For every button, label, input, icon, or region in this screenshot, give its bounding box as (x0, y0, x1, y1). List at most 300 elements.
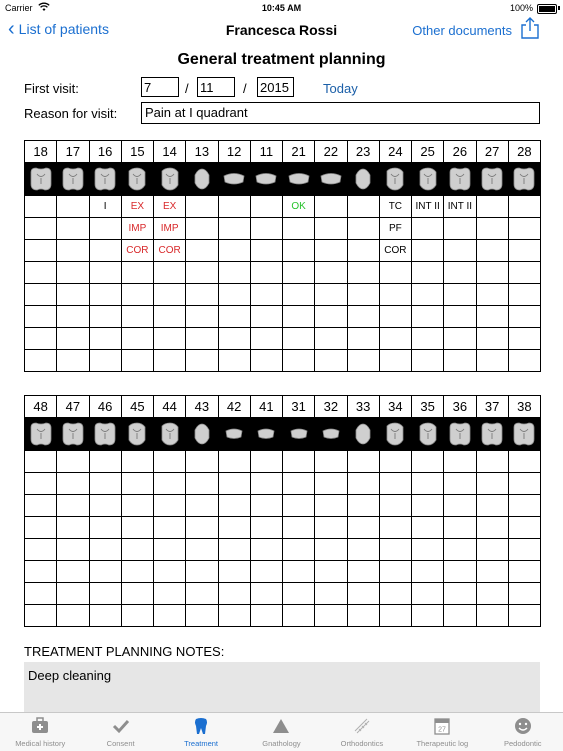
treatment-cell[interactable] (444, 561, 476, 583)
treatment-cell[interactable] (57, 451, 89, 473)
treatment-cell[interactable] (218, 218, 250, 240)
treatment-cell[interactable] (218, 517, 250, 539)
treatment-cell[interactable] (250, 495, 282, 517)
tooth-image-cell[interactable] (89, 418, 121, 451)
treatment-cell[interactable] (347, 262, 379, 284)
treatment-cell[interactable] (412, 284, 444, 306)
tab-consent[interactable] (80, 713, 160, 751)
tooth-image-cell[interactable] (57, 163, 89, 196)
tab-orthodontics[interactable] (322, 713, 402, 751)
treatment-cell[interactable] (508, 561, 540, 583)
treatment-cell[interactable] (250, 262, 282, 284)
treatment-cell[interactable] (186, 328, 218, 350)
treatment-cell[interactable] (315, 583, 347, 605)
treatment-cell[interactable] (218, 561, 250, 583)
treatment-cell[interactable] (250, 328, 282, 350)
tooth-image-cell[interactable] (186, 418, 218, 451)
tooth-image-cell[interactable] (379, 163, 411, 196)
tooth-image-cell[interactable] (25, 163, 57, 196)
treatment-cell[interactable] (250, 218, 282, 240)
treatment-cell[interactable] (283, 605, 315, 627)
treatment-cell[interactable] (218, 262, 250, 284)
treatment-cell[interactable] (57, 284, 89, 306)
treatment-cell[interactable] (379, 605, 411, 627)
tooth-image-cell[interactable] (250, 418, 282, 451)
treatment-cell[interactable] (218, 495, 250, 517)
treatment-cell[interactable] (283, 473, 315, 495)
treatment-cell[interactable] (379, 262, 411, 284)
treatment-cell[interactable] (508, 196, 540, 218)
treatment-cell[interactable] (186, 605, 218, 627)
treatment-cell[interactable] (444, 262, 476, 284)
treatment-cell[interactable] (347, 583, 379, 605)
tooth-image-cell[interactable] (57, 418, 89, 451)
treatment-cell[interactable] (186, 306, 218, 328)
tooth-image-cell[interactable] (412, 418, 444, 451)
treatment-cell[interactable] (347, 539, 379, 561)
treatment-cell[interactable] (154, 517, 186, 539)
tab-therapeutic-log[interactable] (402, 713, 482, 751)
treatment-cell[interactable] (89, 328, 121, 350)
treatment-cell[interactable] (444, 517, 476, 539)
treatment-cell[interactable] (218, 284, 250, 306)
treatment-cell[interactable] (186, 284, 218, 306)
treatment-cell[interactable] (57, 350, 89, 372)
treatment-cell[interactable] (57, 517, 89, 539)
treatment-cell[interactable] (315, 605, 347, 627)
tooth-image-cell[interactable] (218, 163, 250, 196)
treatment-cell[interactable] (379, 561, 411, 583)
treatment-cell[interactable] (154, 539, 186, 561)
tooth-image-cell[interactable] (347, 418, 379, 451)
treatment-cell[interactable] (25, 328, 57, 350)
treatment-cell[interactable] (315, 218, 347, 240)
tooth-image-cell[interactable] (315, 418, 347, 451)
treatment-cell[interactable] (250, 539, 282, 561)
treatment-cell[interactable] (250, 196, 282, 218)
treatment-cell[interactable] (508, 583, 540, 605)
treatment-cell[interactable] (250, 605, 282, 627)
treatment-cell[interactable] (347, 350, 379, 372)
treatment-cell[interactable] (476, 583, 508, 605)
treatment-cell[interactable]: I (89, 196, 121, 218)
treatment-cell[interactable] (444, 328, 476, 350)
treatment-cell[interactable] (57, 262, 89, 284)
treatment-cell[interactable] (25, 306, 57, 328)
treatment-cell[interactable] (412, 240, 444, 262)
tooth-image-cell[interactable] (121, 163, 153, 196)
treatment-cell[interactable] (121, 473, 153, 495)
treatment-cell[interactable] (283, 350, 315, 372)
treatment-cell[interactable] (476, 495, 508, 517)
tooth-image-cell[interactable] (186, 163, 218, 196)
treatment-cell[interactable] (121, 495, 153, 517)
treatment-cell[interactable] (379, 539, 411, 561)
treatment-cell[interactable] (444, 350, 476, 372)
treatment-cell[interactable] (508, 306, 540, 328)
treatment-cell[interactable] (508, 605, 540, 627)
treatment-cell[interactable] (250, 473, 282, 495)
tooth-image-cell[interactable] (476, 418, 508, 451)
treatment-cell[interactable] (186, 350, 218, 372)
treatment-cell[interactable] (476, 473, 508, 495)
treatment-cell[interactable] (283, 218, 315, 240)
treatment-cell[interactable] (508, 473, 540, 495)
treatment-cell[interactable] (347, 473, 379, 495)
treatment-cell[interactable] (25, 350, 57, 372)
tooth-image-cell[interactable] (508, 418, 540, 451)
treatment-cell[interactable] (25, 240, 57, 262)
reason-for-visit-field[interactable]: Pain at I quadrant (141, 102, 540, 124)
treatment-cell[interactable] (186, 517, 218, 539)
treatment-cell[interactable] (57, 328, 89, 350)
treatment-cell[interactable]: OK (283, 196, 315, 218)
treatment-cell[interactable] (89, 605, 121, 627)
treatment-cell[interactable] (89, 583, 121, 605)
treatment-cell[interactable] (186, 262, 218, 284)
treatment-cell[interactable] (283, 262, 315, 284)
treatment-cell[interactable] (412, 306, 444, 328)
treatment-cell[interactable] (379, 517, 411, 539)
treatment-cell[interactable] (154, 328, 186, 350)
treatment-cell[interactable] (444, 451, 476, 473)
tooth-image-cell[interactable] (25, 418, 57, 451)
treatment-cell[interactable] (218, 583, 250, 605)
treatment-cell[interactable] (379, 451, 411, 473)
treatment-cell[interactable] (444, 495, 476, 517)
treatment-cell[interactable] (121, 583, 153, 605)
treatment-cell[interactable] (508, 350, 540, 372)
treatment-cell[interactable] (476, 451, 508, 473)
treatment-cell[interactable] (347, 451, 379, 473)
treatment-cell[interactable] (476, 218, 508, 240)
treatment-cell[interactable]: INT II (412, 196, 444, 218)
treatment-cell[interactable] (283, 284, 315, 306)
treatment-cell[interactable] (283, 240, 315, 262)
treatment-cell[interactable] (250, 284, 282, 306)
treatment-cell[interactable] (379, 473, 411, 495)
treatment-cell[interactable] (186, 495, 218, 517)
treatment-cell[interactable] (250, 561, 282, 583)
first-visit-year-field[interactable]: 2015 (257, 77, 294, 97)
treatment-cell[interactable] (283, 583, 315, 605)
treatment-cell[interactable] (444, 605, 476, 627)
treatment-cell[interactable] (476, 306, 508, 328)
treatment-cell[interactable] (25, 284, 57, 306)
treatment-cell[interactable] (218, 350, 250, 372)
treatment-cell[interactable] (250, 583, 282, 605)
treatment-cell[interactable] (121, 306, 153, 328)
tooth-image-cell[interactable] (347, 163, 379, 196)
tooth-image-cell[interactable] (218, 418, 250, 451)
treatment-cell[interactable] (25, 517, 57, 539)
treatment-cell[interactable] (508, 328, 540, 350)
treatment-cell[interactable] (250, 350, 282, 372)
treatment-cell[interactable] (218, 240, 250, 262)
tab-treatment[interactable] (161, 713, 241, 751)
tooth-image-cell[interactable] (508, 163, 540, 196)
treatment-cell[interactable] (154, 262, 186, 284)
treatment-cell[interactable] (347, 284, 379, 306)
treatment-cell[interactable] (347, 495, 379, 517)
treatment-cell[interactable] (476, 284, 508, 306)
treatment-cell[interactable] (347, 605, 379, 627)
treatment-cell[interactable]: IMP (154, 218, 186, 240)
treatment-cell[interactable] (379, 583, 411, 605)
treatment-cell[interactable] (444, 218, 476, 240)
treatment-cell[interactable] (444, 583, 476, 605)
treatment-cell[interactable] (154, 284, 186, 306)
tooth-image-cell[interactable] (283, 163, 315, 196)
treatment-cell[interactable] (89, 473, 121, 495)
treatment-cell[interactable] (508, 451, 540, 473)
treatment-cell[interactable] (57, 605, 89, 627)
treatment-cell[interactable] (89, 284, 121, 306)
treatment-cell[interactable] (154, 605, 186, 627)
treatment-cell[interactable] (57, 218, 89, 240)
treatment-cell[interactable] (186, 473, 218, 495)
treatment-cell[interactable]: TC (379, 196, 411, 218)
treatment-cell[interactable] (121, 517, 153, 539)
treatment-cell[interactable] (154, 306, 186, 328)
treatment-cell[interactable]: COR (379, 240, 411, 262)
treatment-cell[interactable] (508, 240, 540, 262)
treatment-cell[interactable] (315, 517, 347, 539)
treatment-cell[interactable] (315, 451, 347, 473)
treatment-cell[interactable] (57, 561, 89, 583)
notes-field[interactable]: Deep cleaning (24, 662, 540, 714)
treatment-cell[interactable] (57, 240, 89, 262)
treatment-cell[interactable] (412, 328, 444, 350)
treatment-cell[interactable] (508, 517, 540, 539)
treatment-cell[interactable]: PF (379, 218, 411, 240)
tooth-image-cell[interactable] (121, 418, 153, 451)
treatment-cell[interactable] (25, 218, 57, 240)
treatment-cell[interactable] (154, 350, 186, 372)
treatment-cell[interactable] (476, 196, 508, 218)
treatment-cell[interactable] (89, 262, 121, 284)
treatment-cell[interactable] (25, 583, 57, 605)
treatment-cell[interactable] (186, 451, 218, 473)
treatment-cell[interactable] (57, 583, 89, 605)
treatment-cell[interactable] (218, 306, 250, 328)
tooth-image-cell[interactable] (315, 163, 347, 196)
treatment-cell[interactable]: IMP (121, 218, 153, 240)
treatment-cell[interactable] (89, 517, 121, 539)
treatment-cell[interactable] (315, 561, 347, 583)
tooth-image-cell[interactable] (444, 163, 476, 196)
treatment-cell[interactable] (250, 517, 282, 539)
treatment-cell[interactable] (218, 328, 250, 350)
treatment-cell[interactable] (121, 262, 153, 284)
treatment-cell[interactable] (250, 451, 282, 473)
treatment-cell[interactable] (476, 262, 508, 284)
treatment-cell[interactable] (412, 583, 444, 605)
treatment-cell[interactable] (476, 328, 508, 350)
treatment-cell[interactable]: COR (154, 240, 186, 262)
treatment-cell[interactable] (412, 517, 444, 539)
treatment-cell[interactable] (57, 306, 89, 328)
treatment-cell[interactable] (89, 561, 121, 583)
treatment-cell[interactable] (186, 539, 218, 561)
treatment-cell[interactable]: INT II (444, 196, 476, 218)
treatment-cell[interactable] (25, 262, 57, 284)
treatment-cell[interactable] (347, 240, 379, 262)
treatment-cell[interactable] (218, 196, 250, 218)
treatment-cell[interactable] (25, 473, 57, 495)
treatment-cell[interactable] (283, 539, 315, 561)
first-visit-month-field[interactable]: 11 (197, 77, 235, 97)
treatment-cell[interactable] (121, 328, 153, 350)
treatment-cell[interactable] (283, 561, 315, 583)
treatment-cell[interactable] (412, 473, 444, 495)
treatment-cell[interactable] (89, 306, 121, 328)
treatment-cell[interactable] (508, 284, 540, 306)
share-icon[interactable] (519, 16, 541, 40)
treatment-cell[interactable] (412, 262, 444, 284)
treatment-cell[interactable] (347, 561, 379, 583)
treatment-cell[interactable] (379, 306, 411, 328)
treatment-cell[interactable] (412, 561, 444, 583)
treatment-cell[interactable] (154, 583, 186, 605)
first-visit-day-field[interactable]: 7 (141, 77, 179, 97)
treatment-cell[interactable] (218, 605, 250, 627)
treatment-cell[interactable] (25, 196, 57, 218)
treatment-cell[interactable] (444, 240, 476, 262)
treatment-cell[interactable] (186, 561, 218, 583)
treatment-cell[interactable] (154, 495, 186, 517)
treatment-cell[interactable] (347, 306, 379, 328)
tab-gnathology[interactable] (241, 713, 321, 751)
treatment-cell[interactable] (476, 240, 508, 262)
treatment-cell[interactable] (412, 350, 444, 372)
treatment-cell[interactable] (218, 473, 250, 495)
treatment-cell[interactable] (444, 284, 476, 306)
treatment-cell[interactable] (412, 539, 444, 561)
tooth-image-cell[interactable] (89, 163, 121, 196)
treatment-cell[interactable] (218, 451, 250, 473)
treatment-cell[interactable] (25, 495, 57, 517)
treatment-cell[interactable] (283, 517, 315, 539)
treatment-cell[interactable] (283, 306, 315, 328)
treatment-cell[interactable] (121, 605, 153, 627)
treatment-cell[interactable] (121, 284, 153, 306)
treatment-cell[interactable] (89, 495, 121, 517)
treatment-cell[interactable] (283, 328, 315, 350)
treatment-cell[interactable] (315, 495, 347, 517)
treatment-cell[interactable] (154, 451, 186, 473)
treatment-cell[interactable] (476, 517, 508, 539)
treatment-cell[interactable] (412, 605, 444, 627)
treatment-cell[interactable] (476, 350, 508, 372)
treatment-cell[interactable] (57, 495, 89, 517)
treatment-cell[interactable]: COR (121, 240, 153, 262)
treatment-cell[interactable] (89, 539, 121, 561)
treatment-cell[interactable] (154, 473, 186, 495)
treatment-cell[interactable] (25, 605, 57, 627)
treatment-cell[interactable] (186, 240, 218, 262)
treatment-cell[interactable] (315, 539, 347, 561)
treatment-cell[interactable] (154, 561, 186, 583)
treatment-cell[interactable] (347, 328, 379, 350)
treatment-cell[interactable] (508, 218, 540, 240)
treatment-cell[interactable] (444, 473, 476, 495)
tooth-image-cell[interactable] (379, 418, 411, 451)
treatment-cell[interactable] (412, 495, 444, 517)
treatment-cell[interactable] (379, 495, 411, 517)
treatment-cell[interactable] (25, 539, 57, 561)
other-documents-button[interactable]: Other documents (412, 23, 512, 38)
treatment-cell[interactable] (379, 328, 411, 350)
tooth-image-cell[interactable] (250, 163, 282, 196)
tooth-image-cell[interactable] (476, 163, 508, 196)
treatment-cell[interactable] (121, 350, 153, 372)
treatment-cell[interactable] (315, 196, 347, 218)
treatment-cell[interactable] (315, 306, 347, 328)
treatment-cell[interactable] (476, 539, 508, 561)
today-button[interactable]: Today (323, 81, 358, 96)
treatment-cell[interactable] (121, 451, 153, 473)
treatment-cell[interactable] (315, 473, 347, 495)
treatment-cell[interactable] (57, 196, 89, 218)
treatment-cell[interactable] (444, 306, 476, 328)
tooth-image-cell[interactable] (154, 163, 186, 196)
treatment-cell[interactable] (89, 218, 121, 240)
treatment-cell[interactable] (89, 350, 121, 372)
treatment-cell[interactable] (250, 306, 282, 328)
treatment-cell[interactable] (508, 495, 540, 517)
treatment-cell[interactable] (283, 451, 315, 473)
treatment-cell[interactable] (283, 495, 315, 517)
treatment-cell[interactable] (347, 218, 379, 240)
treatment-cell[interactable] (315, 350, 347, 372)
treatment-cell[interactable] (57, 473, 89, 495)
treatment-cell[interactable] (412, 218, 444, 240)
treatment-cell[interactable] (476, 605, 508, 627)
treatment-cell[interactable] (315, 284, 347, 306)
treatment-cell[interactable] (218, 539, 250, 561)
treatment-cell[interactable] (186, 583, 218, 605)
treatment-cell[interactable] (379, 350, 411, 372)
treatment-cell[interactable]: EX (154, 196, 186, 218)
treatment-cell[interactable] (379, 284, 411, 306)
treatment-cell[interactable] (508, 262, 540, 284)
tooth-image-cell[interactable] (154, 418, 186, 451)
treatment-cell[interactable] (25, 561, 57, 583)
treatment-cell[interactable] (347, 196, 379, 218)
treatment-cell[interactable] (57, 539, 89, 561)
treatment-cell[interactable] (89, 451, 121, 473)
tab-pedodontic[interactable] (483, 713, 563, 751)
treatment-cell[interactable] (347, 517, 379, 539)
tab-medical-history[interactable] (0, 713, 80, 751)
treatment-cell[interactable] (89, 240, 121, 262)
treatment-cell[interactable] (315, 240, 347, 262)
treatment-cell[interactable] (508, 539, 540, 561)
treatment-cell[interactable] (250, 240, 282, 262)
treatment-cell[interactable] (412, 451, 444, 473)
treatment-cell[interactable] (186, 196, 218, 218)
treatment-cell[interactable]: EX (121, 196, 153, 218)
treatment-cell[interactable] (186, 218, 218, 240)
treatment-cell[interactable] (121, 561, 153, 583)
treatment-cell[interactable] (476, 561, 508, 583)
treatment-cell[interactable] (315, 262, 347, 284)
tooth-image-cell[interactable] (283, 418, 315, 451)
treatment-cell[interactable] (121, 539, 153, 561)
treatment-cell[interactable] (25, 451, 57, 473)
tooth-image-cell[interactable] (444, 418, 476, 451)
